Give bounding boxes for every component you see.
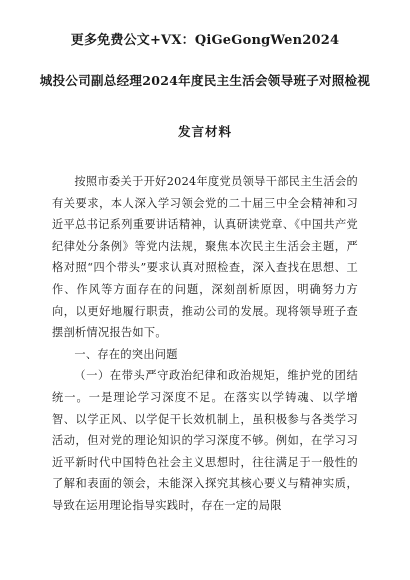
- section-heading: 一、存在的突出问题: [74, 347, 178, 361]
- document-subtitle: 发言材料: [177, 124, 232, 139]
- document-header: 更多免费公文+VX：QiGeGongWen2024: [70, 33, 340, 48]
- document-body: [52, 171, 358, 517]
- paragraph-intro: 按照市委关于开好2024年度党员领导干部民主生活会的有关要求，本人深入学习领会党的二十届三中全会精神和习近平总书记系列重要讲话精神，认真研读党章、《中国共产党纪律处分条例》等党内法规，聚焦本次民主生活会主题，严格对照“四个带头”要求认真对照检查，深入查找在思想、工作、作风等方面存在的问题，深刻剖析原因，明确努力方向，以更好地履行职责，推动公司的发展。现将领导班子查摆剖析情况报告如下。: [52, 175, 358, 340]
- document-title: 城投公司副总经理2024年度民主生活会领导班子对照检视: [39, 73, 371, 88]
- paragraph-section-1: （一）在带头严守政治纪律和政治规矩，维护党的团结统一。一是理论学习深度不足。在落实以学铸魂、以学增智、以学正风、以学促干长效机制上，虽积极参与各类学习活动，但对党的理论知识的学习深度不够。例如，在学习习近平新时代中国特色社会主义思想时，往往满足于一般性的了解和表面的领会，未能深入探究其核心要义与精神实质，导致在运用理论指导实践时，存在一定的局限: [52, 369, 358, 512]
